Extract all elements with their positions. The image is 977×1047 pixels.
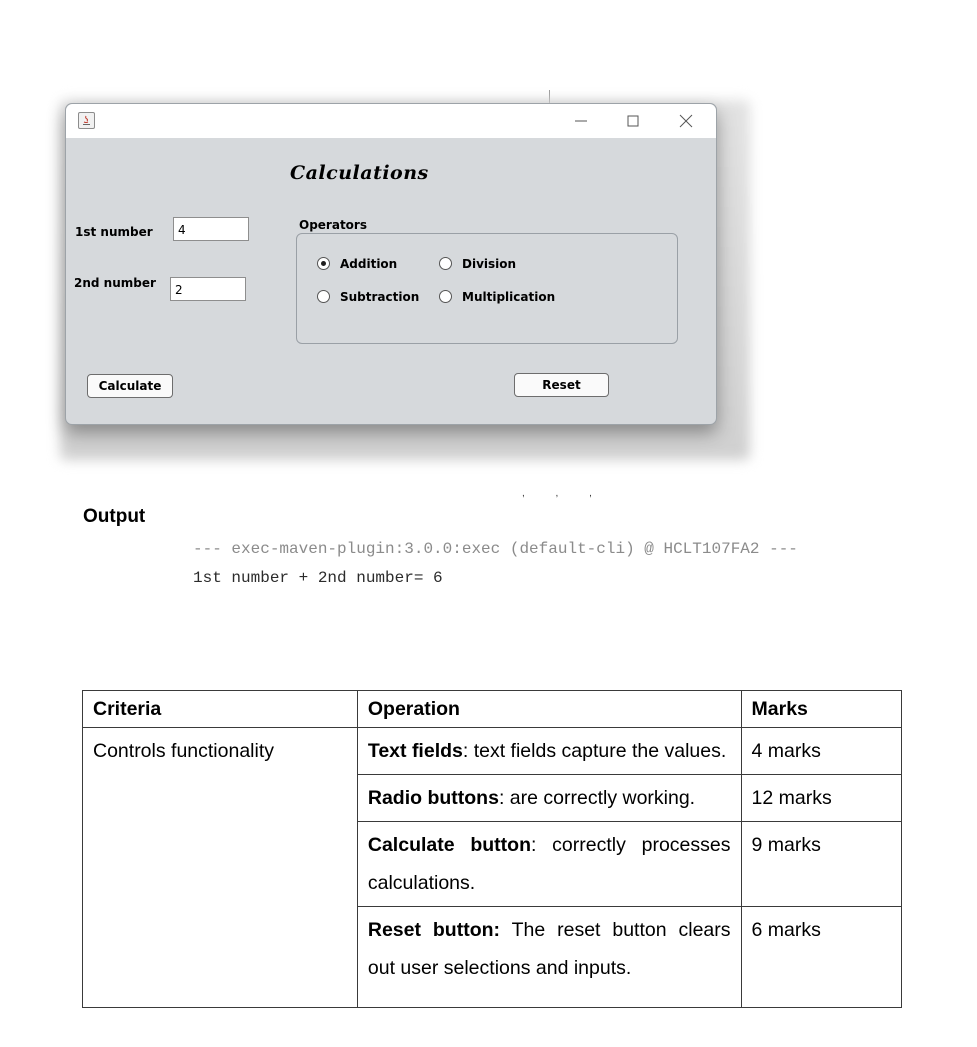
operation-name: Reset button: [367, 919, 501, 941]
java-app-icon [78, 112, 95, 129]
marks-cell: 12 marks [741, 775, 901, 822]
operation-cell [357, 907, 741, 1008]
header-operation: Operation [357, 691, 741, 728]
first-number-label: 1st number [75, 225, 153, 239]
second-number-label: 2nd number [74, 276, 156, 290]
console-line-result: 1st number + 2nd number= 6 [193, 569, 443, 587]
rubric-table [82, 690, 902, 1008]
operation-description: : correctly processes calculations. [367, 834, 731, 894]
marks-cell: 4 marks [741, 728, 901, 775]
radio-multiplication-label: Multiplication [462, 290, 556, 304]
table-header-row [83, 691, 902, 728]
stray-marks: , , , [522, 488, 606, 499]
close-button[interactable] [675, 110, 697, 132]
operation-description: : text fields capture the values. [462, 740, 727, 762]
marks-cell: 9 marks [741, 822, 901, 907]
output-heading: Output [83, 506, 146, 527]
operation-cell [357, 822, 741, 907]
header-criteria: Criteria [83, 691, 358, 728]
table-row [83, 728, 902, 775]
radio-division-label: Division [462, 257, 517, 271]
title-bar [66, 104, 716, 138]
minimize-button[interactable] [570, 110, 592, 132]
operation-name: Calculate button [367, 834, 531, 856]
marks-cell: 6 marks [741, 907, 901, 1008]
operation-description: The reset button clears out user selections and inputs. [367, 919, 731, 979]
criteria-cell: Controls functionality [83, 728, 358, 1008]
maximize-button[interactable] [622, 110, 644, 132]
operators-group [296, 233, 678, 344]
reset-button[interactable]: Reset [514, 373, 609, 397]
header-marks: Marks [741, 691, 901, 728]
operation-cell [357, 775, 741, 822]
radio-indicator [439, 290, 452, 303]
operation-cell [357, 728, 741, 775]
operation-description: : are correctly working. [498, 787, 696, 809]
console-line-maven: --- exec-maven-plugin:3.0.0:exec (default-cli) @ HCLT107FA2 --- [193, 540, 798, 558]
operation-name: Text fields [367, 740, 463, 762]
radio-selected-indicator [317, 257, 330, 270]
operators-label: Operators [299, 218, 367, 232]
second-number-field[interactable]: 2 [170, 277, 246, 301]
radio-indicator [439, 257, 452, 270]
radio-subtraction-label: Subtraction [340, 290, 420, 304]
calculator-window [65, 103, 717, 425]
first-number-field[interactable]: 4 [173, 217, 249, 241]
radio-addition-label: Addition [340, 257, 398, 271]
calculations-heading: Calculations [290, 162, 429, 184]
operation-name: Radio buttons [367, 787, 499, 809]
radio-indicator [317, 290, 330, 303]
calculate-button[interactable]: Calculate [87, 374, 173, 398]
